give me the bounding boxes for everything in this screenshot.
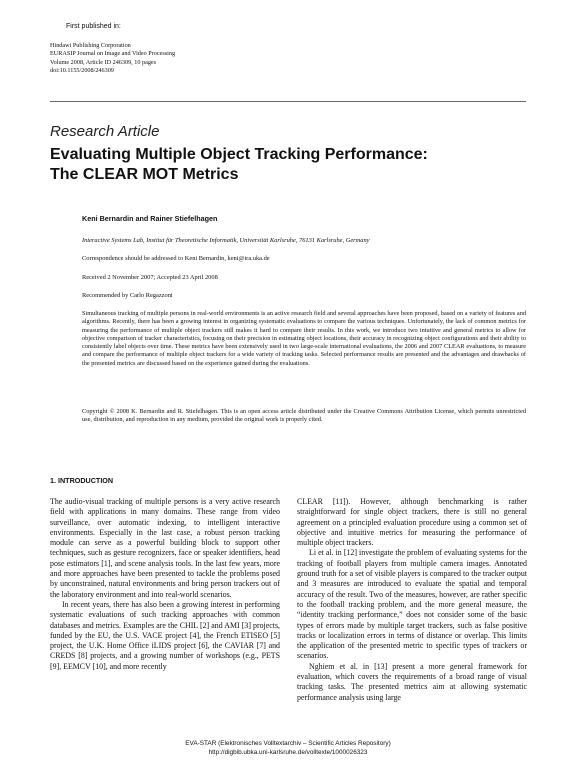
title-line-2: The CLEAR MOT Metrics [50, 166, 239, 183]
right-column [297, 497, 527, 703]
abstract: Simultaneous tracking of multiple persons in real-world environments is an active research field and several approaches have been proposed, based on a variety of features and algorithms. Recently, there has been a growing interest in organizing systematic evaluations to compare the various techniques. Unfortunately, the lack of common metrics for measuring the performance of multiple object trackers still makes it hard to compare their results. In this work, we introduce two intuitive and general metrics to allow for objective comparison of tracker characteristics, focusing on their precision in estimating object locations, their accuracy in recognizing object configurations and their ability to consistently label objects over time. These metrics have been extensively used in two large-scale international evaluations, the 2006 and 2007 CLEAR evaluations, to measure and compare the performance of multiple object trackers for a wide variety of tracking tasks. Selected performance results are presented and the advantages and drawbacks of the presented metrics are discussed based on the experience gained during the evaluations. [82, 310, 526, 367]
paper-title [50, 145, 520, 185]
repository-name: EVA-STAR (Elektronisches Volltextarchiv – Scientific Articles Repository) [185, 740, 391, 747]
journal-line: EURASIP Journal on Image and Video Processing [50, 50, 176, 58]
paragraph: Li et al. in [12] investigate the problem of evaluating systems for the tracking of football players from multiple camera images. Annotated ground truth for a set of visible players is compared to the tracker output and 3 measures are introduced to evaluate the spatial and temporal accuracy of the result. Two of the measures, however, are rather specific to the football tracking problem, and the more general measure, the “identity tracking performance,” does not consider some of the basic types of errors made by multiple target trackers, such as false positive tracks or localization errors in terms of distance or overlap. This limits the application of the presented metric to specific types of trackers or scenarios. [297, 548, 527, 661]
received-dates: Received 2 November 2007; Accepted 23 April 2008 [82, 274, 218, 281]
paragraph: Nghiem et al. in [13] present a more general framework for evaluation, which covers the requirements of a broad range of visual tracking tasks. The presented metrics aim at allowing systematic performance analysis using large [297, 661, 527, 702]
affiliation: Interactive Systems Lab, Institut für Theoretische Informatik, Universität Karlsruhe, 76131 Karlsruhe, Germany [82, 237, 370, 244]
recommended-by: Recommended by Carlo Regazzoni [82, 292, 173, 299]
publication-info [50, 42, 175, 75]
first-published-label: First published in: [66, 23, 121, 30]
article-type: Research Article [50, 123, 160, 140]
section-heading: 1. INTRODUCTION [50, 476, 114, 485]
volume-line: Volume 2008, Article ID 246309, 10 pages [50, 58, 157, 66]
authors: Keni Bernardin and Rainer Stiefelhagen [82, 214, 218, 223]
publisher-line: Hindawi Publishing Corporation [50, 42, 131, 49]
title-line-1: Evaluating Multiple Object Tracking Performance: [50, 146, 428, 163]
paragraph: In recent years, there has also been a growing interest in performing systematic evaluations of such tracking approaches with common databases and metrics. Examples are the CHIL [2] and AMI [3] projects, funded by the EU, the U.S. VACE project [4], the French ETISEO [5] project, the U.K. Home Office iLIDS project [6], the CAVIAR [7] and CREDS [8] projects, and a growing number of workshops (e.g., PETS [9], EEMCV [10], and more recently [50, 599, 280, 671]
paragraph: The audio-visual tracking of multiple persons is a very active research field with applications in many domains. These range from video surveillance, over automatic indexing, to intelligent interactive environments. Especially in the last case, a robust person tracking module can serve as a powerful building block to support other techniques, such as gesture recognizers, face or speaker identifiers, head pose estimators [1], and scene analysis tools. In the last few years, more and more approaches have been presented to tackle the problems posed by unconstrained, natural environments and bring person trackers out of the laboratory environment and into real-world scenarios. [50, 497, 280, 599]
repository-url[interactable]: http://digbib.ubka.uni-karlsruhe.de/volltexte/1000026323 [208, 748, 368, 756]
paragraph: CLEAR [11]). However, although benchmarking is rather straightforward for single object trackers, there is still no general agreement on a principled evaluation procedure using a common set of objective and intuitive metrics for measuring the performance of multiple object trackers. [297, 497, 527, 548]
correspondence: Correspondence should be addressed to Keni Bernardin, keni@ira.uka.de [82, 255, 270, 262]
doi-line: doi:10.1155/2008/246309 [50, 66, 114, 74]
left-column [50, 497, 280, 672]
copyright-notice: Copyright © 2008 K. Bernardin and R. Stiefelhagen. This is an open access article distributed under the Creative Commons Attribution License, which permits unrestricted use, distribution, and reproduction in any medium, provided the original work is properly cited. [82, 408, 526, 424]
header-divider [50, 101, 526, 102]
footer [0, 740, 576, 757]
